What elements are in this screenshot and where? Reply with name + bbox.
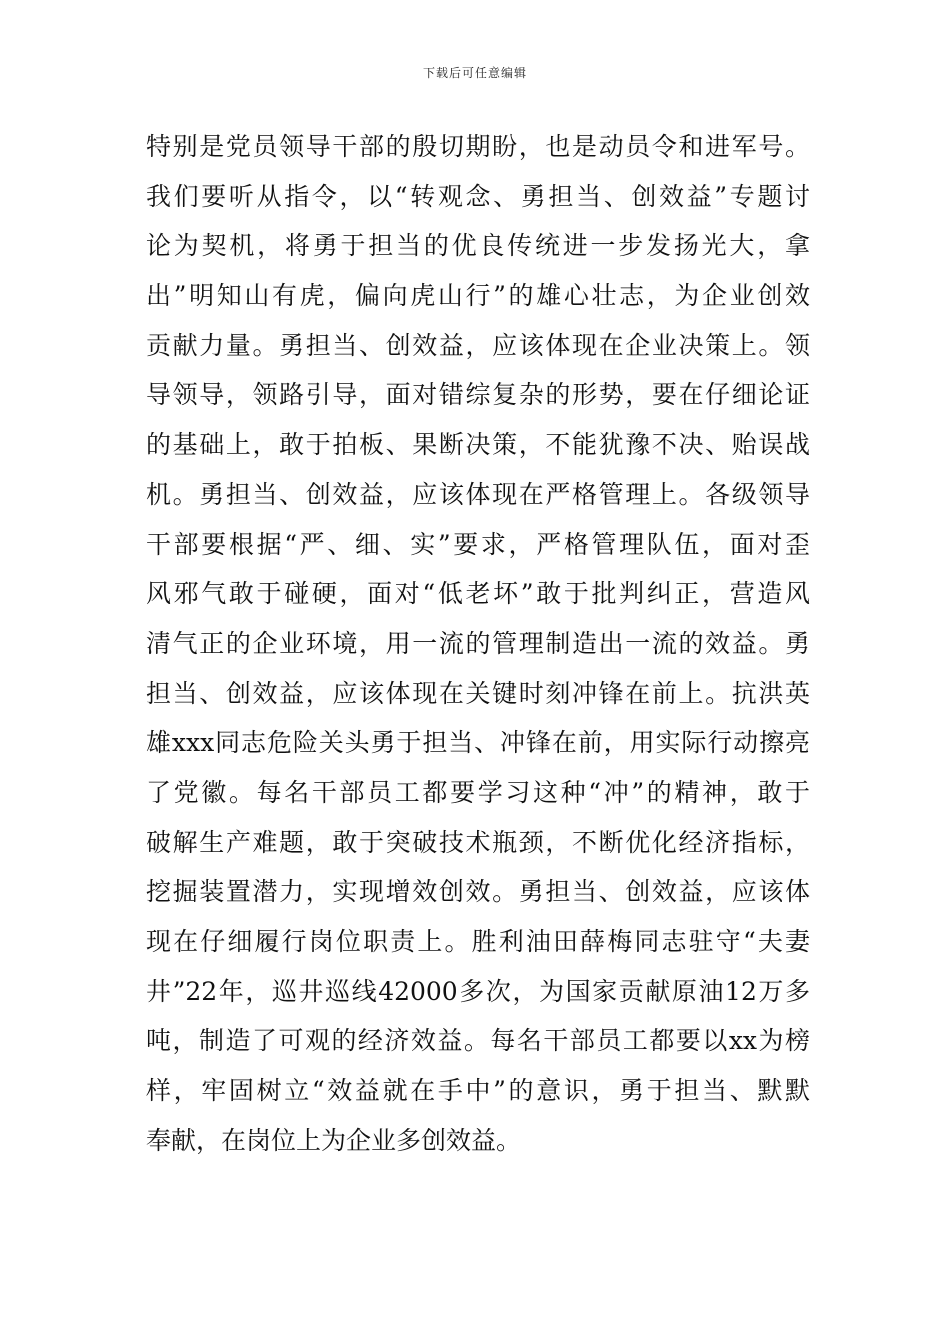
text-line: 论为契机，将勇于担当的优良传统进一步发扬光大，拿: [146, 231, 810, 261]
header-note: 下载后可任意编辑: [422, 66, 527, 80]
text-line: 破解生产难题，敢于突破技术瓶颈，不断优化经济指标，: [146, 827, 810, 857]
text-line: 干部要根据“严、细、实”要求，严格管理队伍，面对歪: [146, 529, 810, 559]
text-line: 了党徽。每名干部员工都要学习这种“冲”的精神，敢于: [146, 777, 810, 807]
text-line: 特别是党员领导干部的殷切期盼，也是动员令和进军号。: [146, 132, 810, 161]
text-line: 清气正的企业环境，用一流的管理制造出一流的效益。勇: [146, 628, 810, 658]
text-line: 吨，制造了可观的经济效益。每名干部员工都要以xx为榜: [146, 1026, 810, 1056]
document-body: [146, 122, 810, 1165]
text-line: 井”22年，巡井巡线42000多次，为国家贡献原油12万多: [146, 976, 810, 1006]
text-line: 挖掘装置潜力，实现增效创效。勇担当、创效益，应该体: [146, 877, 810, 907]
text-line: 出”明知山有虎，偏向虎山行”的雄心壮志，为企业创效: [146, 281, 810, 311]
text-line: 现在仔细履行岗位职责上。胜利油田薛梅同志驻守“夫妻: [146, 927, 810, 956]
text-line: 导领导，领路引导，面对错综复杂的形势，要在仔细论证: [146, 380, 810, 410]
text-line: 样，牢固树立“效益就在手中”的意识，勇于担当、默默: [146, 1076, 810, 1106]
text-line: 机。勇担当、创效益，应该体现在严格管理上。各级领导: [146, 479, 810, 509]
text-line: 的基础上，敢于拍板、果断决策，不能犹豫不决、贻误战: [146, 430, 810, 460]
text-line: 我们要听从指令，以“转观念、勇担当、创效益”专题讨: [146, 181, 810, 211]
text-line: 雄xxx同志危险关头勇于担当、冲锋在前，用实际行动擦亮: [146, 728, 810, 758]
text-line: 风邪气敢于碰硬，面对“低老坏”敢于批判纠正，营造风: [146, 579, 810, 609]
text-line: 奉献，在岗位上为企业多创效益。: [146, 1125, 522, 1155]
text-line: 贡献力量。勇担当、创效益，应该体现在企业决策上。领: [146, 330, 810, 360]
text-line: 担当、创效益，应该体现在关键时刻冲锋在前上。抗洪英: [146, 678, 810, 708]
